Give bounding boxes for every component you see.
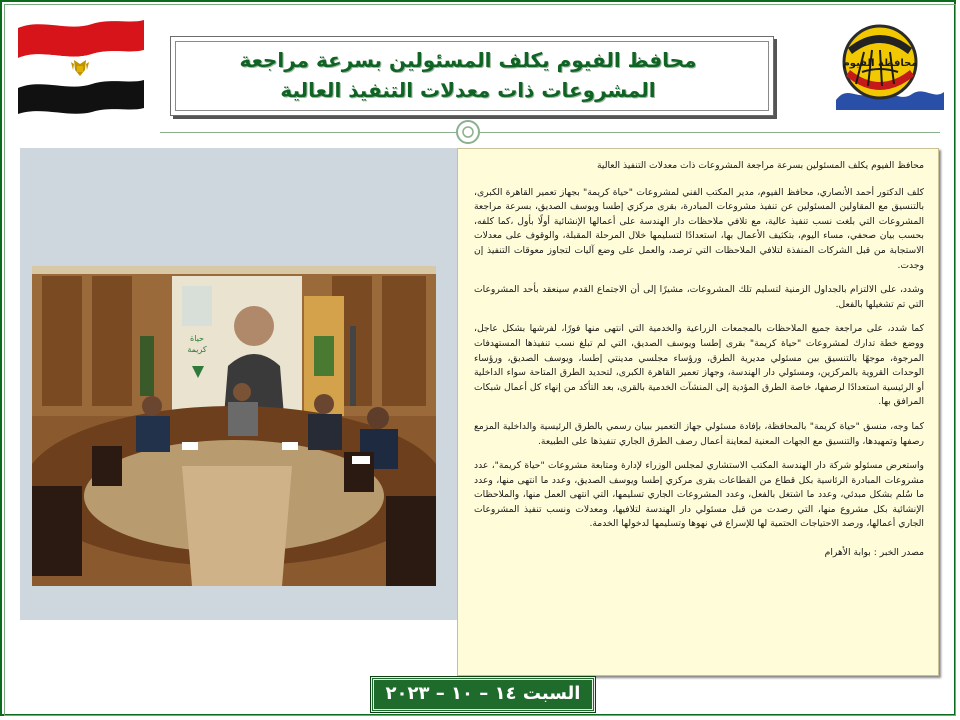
header-divider (160, 132, 940, 133)
page-title: محافظ الفيوم يكلف المسئولين بسرعة مراجعة المشروعات ذات معدلات التنفيذ العالية (239, 48, 697, 102)
egypt-flag-icon (12, 14, 150, 114)
article-paragraph: كلف الدكتور أحمد الأنصاري، محافظ الفيوم، مدير المكتب الفني لمشروعات "حياة كريمة" بجهاز تعمير القاهرة الكبرى، بالتنسيق مع المقاولين المسئولين عن تنفيذ مشروعات المبادرة، بقرى مركزي إطسا ويوسف الصديق، بسرعة مراجعة المشروعات التي بلغت نسب تنفيذ عالية، مع تلافي ملاحظات دار الهندسة على أعمالها الإنشائية أولًا بأول ،كما كلفه، بحسب بيان صحفي، مساء اليوم، بتكثيف الأعمال بها، استعدادًا لتسليمها خلال المرحلة المقبلة، والوقوف على معدلات الاستجابة من قبل الشركات المنفذة لتلافي الملاحظات التي ترصد، والعمل على وضع آليات لتجاوز معوقات التنفيذ إن وجدت. (474, 186, 924, 271)
date-badge: السبت ١٤ – ١٠ – ٢٠٢٣ (371, 677, 595, 712)
article-source: مصدر الخبر : بوابة الأهرام (824, 547, 924, 559)
title-box (170, 36, 774, 116)
divider-ornament-icon (454, 118, 482, 146)
article-paragraph: كما شدد، على مراجعة جميع الملاحظات بالمجمعات الزراعية والخدمية التي انتهى منها فورًا، لفرشها بشكل عاجل، ووضع خطة تدارك لمشروعات "حياة كريمة" بقرى إطسا ويوسف الصديق، التي لم تبلغ نسب تنفيذها المستهدفات المرجوة، موجهًا بالتنسيق بين مسئولي مديرية الطرق، ورؤساء مجلسي مدينتي إطسا، ويوسف الصديق، ورؤساء الوحدات القروية بالمركزين، ومسئولي دار الهندسة، وجهاز تعمير القاهرة الكبرى، لتحديد الطرق المتاحة سواء الداخلية أو الرئيسية استعدادًا لرصفها، خاصة الطرق المؤدية إلى المنشآت الخدمية بالقرى، بعد التأكد من إنهاء كل أعمال شبكات المرافق بها. (474, 323, 924, 408)
article-lead: محافظ الفيوم يكلف المسئولين بسرعة مراجعة المشروعات ذات معدلات التنفيذ العالية (597, 160, 924, 171)
article-paragraph: واستعرض مسئولو شركة دار الهندسة المكتب الاستشاري لمجلس الوزراء لإدارة ومتابعة مشروعات "حياة كريمة"، عدد مشروعات المبادرة الرئاسية بكل قطاع من القطاعات بقرى مركزي إطسا ويوسف الصديق، وعدد ما انتهى منها، وعدد ما سُلم بشكل مبدئي، وعدد ما اشتغل بالفعل، وعدد المشروعات الجاري تسليمها، التي انتهى العمل منها، والملاحظات الإنشائية بكل مشروع منها، التي رصدت من قبل مسئولي دار الهندسة لتلافيها، ومعدلات ونسب تنفيذ المشروعات الجاري أعمالها، ورصد الاحتياجات الحتمية لها للإسراع في نهوها وتسليمها لدخولها الخدمة. (474, 460, 924, 530)
article-body (457, 148, 939, 676)
fayoum-governorate-logo-icon (828, 14, 948, 112)
svg-text:محافظة الفيوم: محافظة الفيوم (842, 58, 918, 69)
article-paragraph: كما وجه، منسق "حياة كريمة" بالمحافظة، بإفادة مسئولي جهاز التعمير ببيان رسمي بالطرق الرئيسية والداخلية المزمع رصفها وتمهيدها، والتنسيق مع الجهات المعنية لمعاينة أعمال رصف الطرق الجاري تنفيذها على الطبيعة. (474, 420, 924, 447)
article-paragraph: وشدد، على الالتزام بالجداول الزمنية لتسليم تلك المشروعات، مشيرًا إلى أن الاجتماع القدم سينعقد بأحد المشروعات التي تم تشغيلها بالفعل. (474, 284, 924, 310)
meeting-photo (32, 266, 436, 586)
svg-text:كريمة: كريمة (187, 345, 207, 354)
svg-text:حياة: حياة (190, 334, 204, 343)
